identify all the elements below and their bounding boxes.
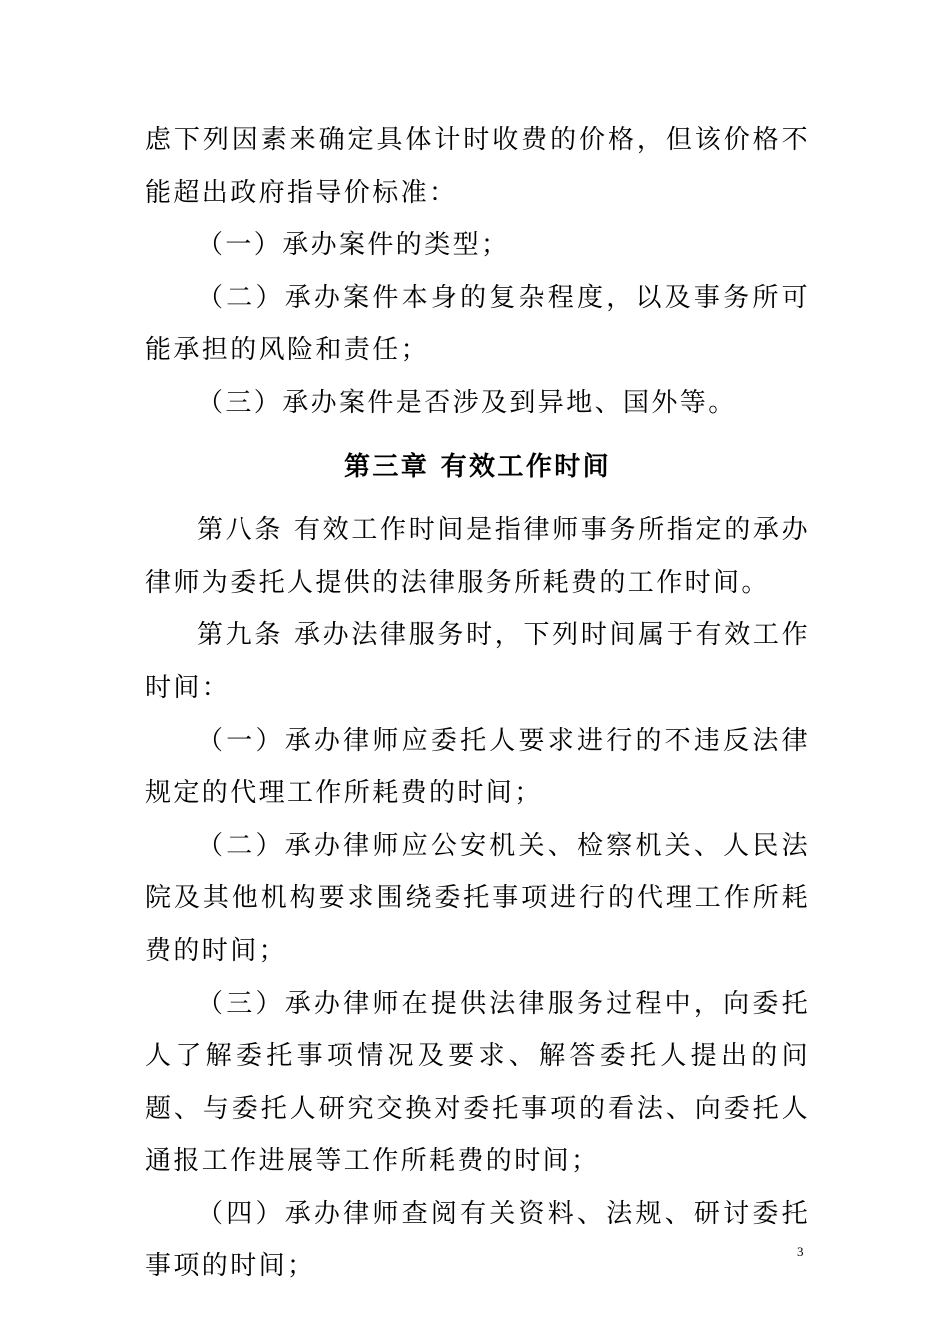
article-9-item-4: （四）承办律师查阅有关资料、法规、研讨委托事项的时间； — [145, 1198, 810, 1282]
page-number: 3 — [797, 1244, 804, 1259]
list-item-1: （一）承办案件的类型； — [197, 230, 510, 261]
list-item-2: （二）承办案件本身的复杂程度，以及事务所可能承担的风险和责任； — [145, 282, 810, 366]
article-9: 第九条 承办法律服务时，下列时间属于有效工作时间： — [145, 620, 810, 703]
list-item-3: （三）承办案件是否涉及到异地、国外等。 — [197, 387, 737, 418]
article-9-item-1: （一）承办律师应委托人要求进行的不违反法律规定的代理工作所耗费的时间； — [145, 725, 810, 809]
document-page — [145, 114, 810, 1293]
chapter-heading: 第三章 有效工作时间 — [343, 451, 612, 482]
article-9-item-2: （二）承办律师应公安机关、检察机关、人民法院及其他机构要求围绕委托事项进行的代理工作所耗费的时间； — [145, 830, 810, 966]
continuation-paragraph: 虑下列因素来确定具体计时收费的价格，但该价格不能超出政府指导价标准： — [145, 125, 810, 208]
article-9-item-3: （三）承办律师在提供法律服务过程中，向委托人了解委托事项情况及要求、解答委托人提出的问题、与委托人研究交换对委托事项的看法、向委托人通报工作进展等工作所耗费的时间； — [145, 988, 810, 1177]
article-8: 第八条 有效工作时间是指律师事务所指定的承办律师为委托人提供的法律服务所耗费的工作时间。 — [145, 515, 810, 598]
